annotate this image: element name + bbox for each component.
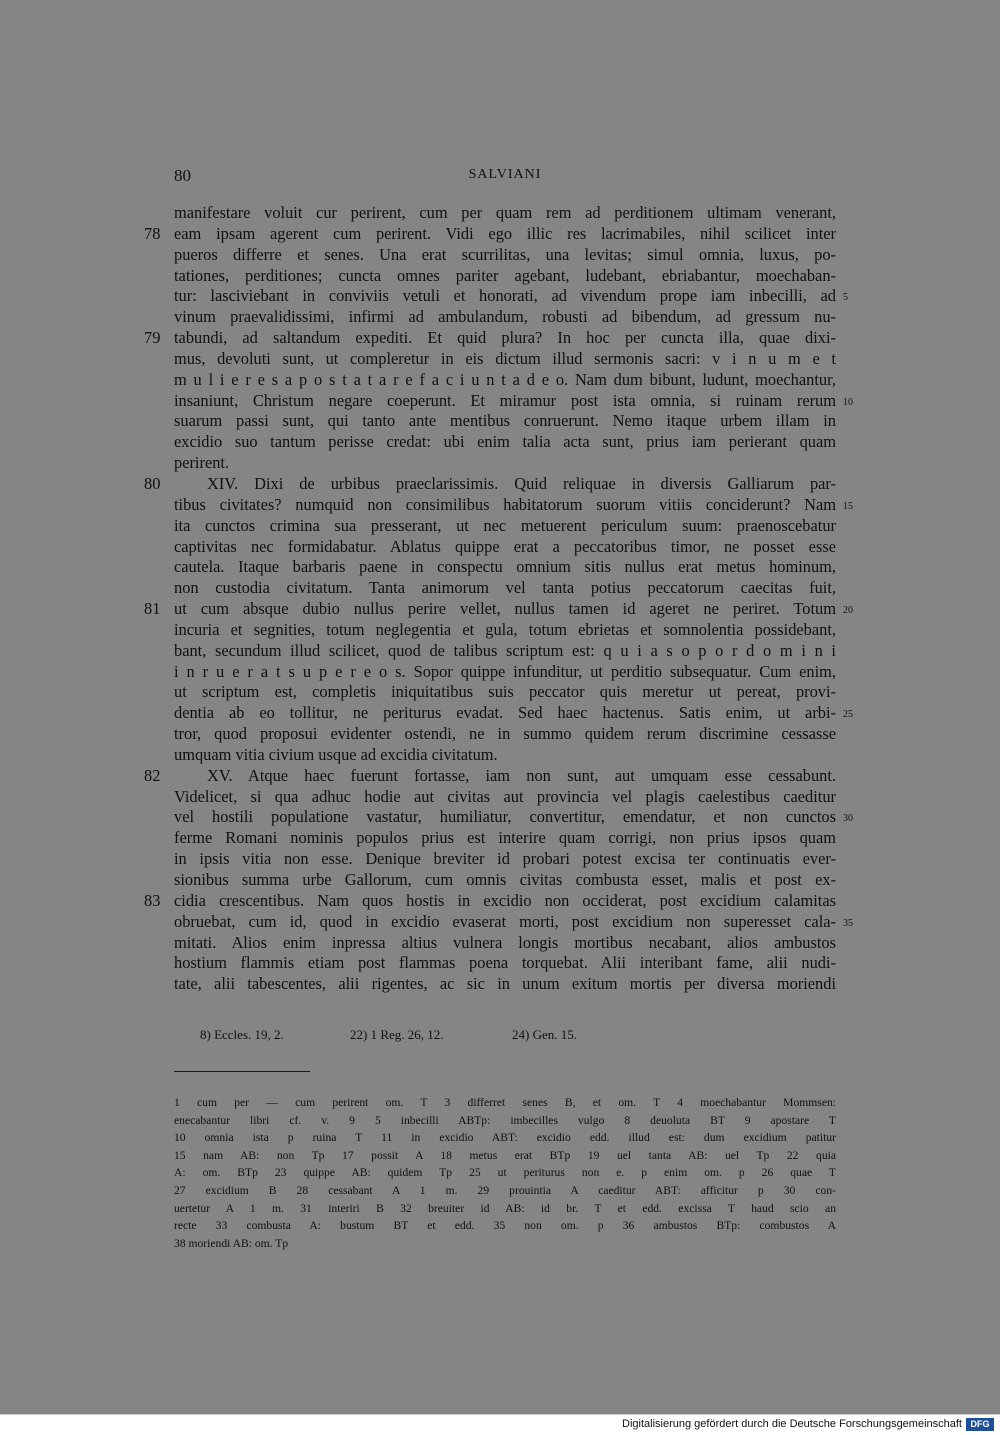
reference: 22) 1 Reg. 26, 12. [350,1027,444,1042]
text-line [174,537,836,558]
text-line [174,849,836,870]
text-line-content: perirent. [174,453,230,473]
text-line [174,662,836,683]
text-line [174,370,836,391]
text-line [174,724,836,745]
text-line-content: bant, secundum illud scilicet, quod de talibus scriptum est: q u i a s o p o r d o m i n i [174,640,836,660]
text-line-content: tabundi, ad saltandum expediti. Et quid plura? In hoc per cuncta illa, quae dixi- [174,328,836,348]
text-line-content: i n r u e r a t s u p e r e o s. Sopor quippe infunditur, ut perditio subsequatur. Cum enim, [174,661,836,681]
dfg-logo-icon: DFG [966,1418,994,1431]
critical-apparatus [174,1094,836,1252]
apparatus-line: uertetur A 1 m. 31 interiri B 32 breuiter id AB: id br. T et edd. excissa T haud scio an [174,1201,836,1215]
text-line [174,203,836,224]
reference: 24) Gen. 15. [512,1027,577,1042]
text-line [174,266,836,287]
running-head: SALVIANI [468,167,542,182]
text-line [174,641,836,662]
text-line-content: ut scriptum est, completis iniquitatibus suis peccator quis meretur ut pereat, provi- [174,682,836,702]
text-line-content: cautela. Itaque barbaris paene in conspectu omnium sitis nullus erat metus hominum, [174,557,836,577]
apparatus-line: 10 omnia ista p ruina T 11 in excidio ABT: excidio edd. illud est: dum excidium patitur [174,1131,836,1145]
text-line-content: XV. Atque haec fuerunt fortasse, iam non sunt, aut umquam esse cessabunt. [207,765,836,785]
text-line [174,286,848,307]
text-line-content: pueros differre et senes. Una erat scurrilitas, una levitas; simul omnia, luxus, po- [174,244,836,264]
text-line-content: excidio suo tantum perisse credat: ubi enim talia acta sunt, prius iam perierant quam [174,432,836,452]
text-line-content: obruebat, cum id, quod in excidio evaserat morti, post excidium non superesset cala- [174,911,836,931]
text-line-content: vel hostili populatione vastatur, humiliatur, convertitur, emendatur, et non cunctos [174,807,836,827]
text-line [174,974,836,995]
text-line [174,828,836,849]
text-line-content: ut cum absque dubio nullus perire vellet, nullus tamen id ageret ne periret. Totum [174,599,836,619]
text-line [174,870,836,891]
section-number: 80 [144,473,161,493]
section-number: 83 [144,890,161,910]
text-line [174,390,853,412]
text-line-content: hostium flammis etiam post flammas poena torquebat. Alii interibant fame, alii nudi- [174,953,836,973]
text-line-content: captivitas nec formidabatur. Ablatus quippe erat a peccatoribus timor, ne posset esse [174,536,836,556]
line-number: 30 [843,813,853,825]
text-line-content: mus, devoluti sunt, ut compleretur in eis dictum illud sermonis sacri: v i n u m e t [174,348,836,368]
text-line-content: vinum praevalidissimi, infirmi ad ambulandum, robusti ad bibendum, ad gressum nu- [174,307,836,327]
text-line [174,307,836,328]
text-line-content: dentia ab eo tollitur, ne periturus evadat. Sed haec hactenus. Satis enim, ut arbi- [174,703,836,723]
text-line-content: cidia crescentibus. Nam quos hostis in excidio non occiderat, post excidium calamitas [174,890,836,910]
section-number: 79 [144,328,161,348]
text-line-content: suarum passi sunt, qui tanto ante mentibus conruerunt. Nemo itaque urbem illam in [174,411,836,431]
line-number: 25 [843,709,853,721]
text-line-content: tur: lasciviebant in conviviis vetuli et honorati, ad vivendum prope iam inbecilli, ad [174,286,836,306]
apparatus-line: 27 excidium B 28 cessabant A 1 m. 29 prouintia A caeditur ABT: afficitur p 30 con- [174,1183,836,1197]
text-line [174,494,853,516]
text-line [144,473,836,495]
text-line [174,516,836,537]
text-line [174,682,836,703]
line-number: 15 [843,500,853,512]
text-line [174,245,836,266]
text-line-content: ferme Romani nominis populos prius est interire quam corrigi, non prius ipsos quam [174,828,836,848]
text-line-content: incuria et segnities, totum neglegentia et gula, totum ebrietas et somnolentia possidebant, [174,619,836,639]
text-line-content: Videlicet, si qua adhuc hodie aut civitas aut provincia vel plagis caelestibus caeditur [174,786,836,806]
section-number: 82 [144,765,161,785]
line-number: 35 [843,917,853,929]
text-line-content: m u l i e r e s a p o s t a t a r e f a c i u n t a d e o. Nam dum bibunt, ludunt, moechantur, [174,369,836,389]
text-line [174,745,836,766]
apparatus-line: 1 cum per — cum perirent om. T 3 differret senes B, et om. T 4 moechabantur Mommsen: [174,1096,836,1109]
text-line [144,223,836,245]
text-line-content: tate, alii tabescentes, alii rigentes, ac sic in unum exitum mortis per diversa moriendi [174,974,836,994]
text-line-content: tror, quod proposui evidenter ostendi, ne in summo quidem rerum discrimine cessasse [174,724,836,744]
line-number: 10 [843,396,853,408]
text-line [144,328,836,349]
text-line-content: umquam vitia civium usque ad excidia civitatum. [174,744,498,764]
text-line-content: in ipsis vitia non esse. Denique breviter id probari potest excisa ter continuatis ever- [174,849,836,869]
text-line-content: ita cunctos crimina sua presserant, ut nec metuerent periculum suum: praenoscebatur [174,515,836,535]
text-line-content: non custodia civitatum. Tanta animorum vel tanta potius peccatorum caecitas fuit, [174,578,836,598]
text-line [174,933,836,954]
text-line-content: XIV. Dixi de urbibus praeclarissimis. Quid reliquae in diversis Galliarum par- [207,473,836,493]
scripture-references [200,1027,720,1045]
text-line-content: tationes, perditiones; cuncta omnes pariter agebant, ludebant, ebriabantur, moechaban- [174,265,836,285]
text-line [174,953,836,974]
line-number: 5 [843,292,848,304]
text-line-content: mitati. Alios enim inpressa altius vulnera longis mortibus necabant, alios ambustos [174,932,836,952]
text-line [174,787,836,808]
apparatus-line: enecabantur libri cf. v. 9 5 inbecilli ABTp: imbecilles vulgo 8 deuoluta BT 9 apostare T [174,1113,836,1127]
text-line [174,432,836,453]
section-number: 78 [144,223,161,243]
text-line-content: insaniunt, Christum negare coeperunt. Et miramur post ista omnia, si ruinam rerum [174,390,836,410]
text-line [174,807,853,828]
text-line [174,453,836,474]
reference: 8) Eccles. 19, 2. [200,1027,284,1042]
text-line [144,765,836,787]
apparatus-line: recte 33 combusta A: bustum BT et edd. 35 non om. p 36 ambustos BTp: combustos A [174,1219,836,1233]
text-line-content: sionibus summa urbe Gallorum, cum omnis civitas combusta esset, malis et post ex- [174,870,836,889]
text-line [174,620,836,641]
page-number: 80 [174,166,191,185]
text-line [174,578,836,599]
text-line [174,703,853,724]
footer-credit: Digitalisierung gefördert durch die Deutsche Forschungsgemeinschaft [622,1418,962,1430]
text-line [144,890,836,912]
text-line-content: manifestare voluit cur perirent, cum per quam rem ad perditionem ultimam venerant, [174,203,836,222]
page-header [174,166,836,188]
text-line [174,349,836,370]
text-line [174,911,853,933]
section-number: 81 [144,599,161,619]
apparatus-line: A: om. BTp 23 quippe AB: quidem Tp 25 ut periturus non e. p enim om. p 26 quae T [174,1166,836,1180]
apparatus-line: 15 nam AB: non Tp 17 possit A 18 metus erat BTp 19 uel tanta AB: uel Tp 22 quia [174,1148,836,1162]
text-line-content: eam ipsam agerent cum perirent. Vidi ego illic res lacrimabiles, nihil scilicet inter [174,223,836,243]
text-line [144,599,853,620]
text-line [174,411,836,432]
main-text [144,203,853,995]
footnote-rule [174,1071,310,1072]
footer-bar [0,1414,1000,1435]
text-line [174,557,836,578]
line-number: 20 [843,605,853,617]
apparatus-line: 38 moriendi AB: om. Tp [174,1236,289,1250]
text-line-content: tibus civitates? numquid non consimilibus habitatorum suorum vitiis conciderunt? Nam [174,494,836,514]
